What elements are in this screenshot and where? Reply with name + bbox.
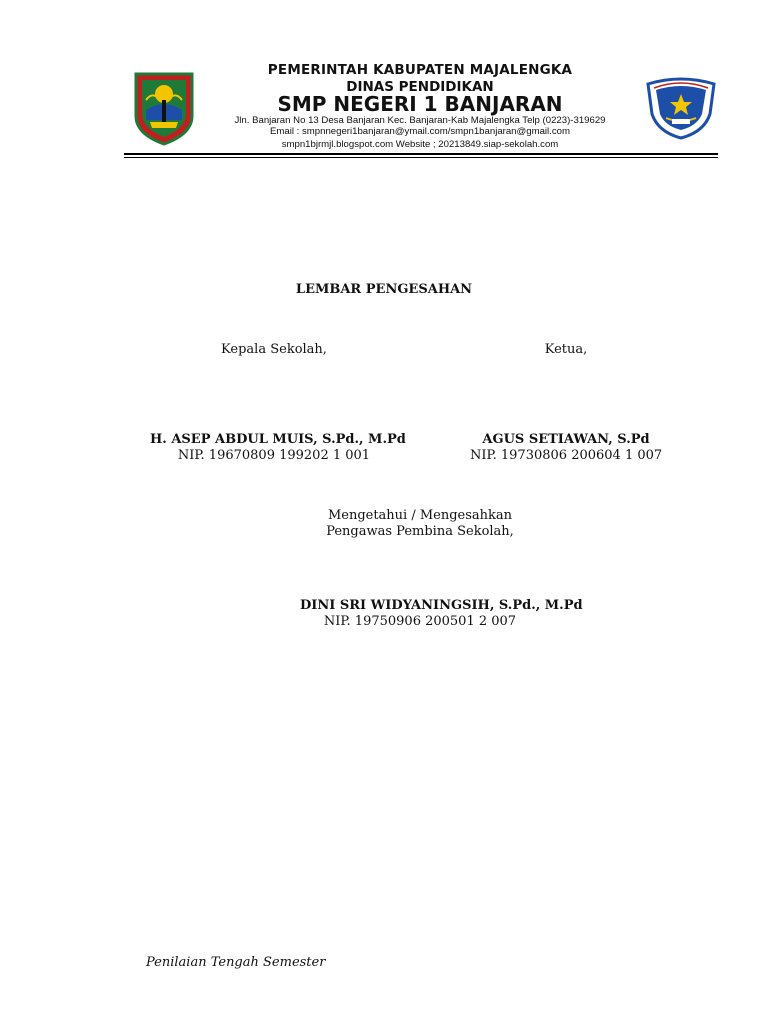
header-website: smpn1bjrmjl.blogspot.com Website ; 20213849.siap-sekolah.com — [281, 139, 559, 150]
left-signatory-nip: NIP. 19670809 199202 1 001 — [177, 448, 371, 463]
left-signatory-role: Kepala Sekolah, — [221, 342, 327, 357]
header-email: Email : smpnnegeri1banjaran@ymail.com/smpn1banjaran@gmail.com — [270, 126, 570, 137]
right-signatory-nip: NIP. 19730806 200604 1 007 — [470, 448, 663, 463]
page-footer: Penilaian Tengah Semester — [146, 955, 326, 970]
header-address: Jln. Banjaran No 13 Desa Banjaran Kec. Banjaran-Kab Majalengka Telp (0223)-319629 — [234, 115, 606, 126]
supervisor-name: DINI SRI WIDYANINGSIH, S.Pd., M.Pd — [300, 598, 583, 613]
left-signatory-name: H. ASEP ABDUL MUIS, S.Pd., M.Pd — [150, 432, 406, 447]
header-divider-thin — [124, 157, 718, 158]
document-title: LEMBAR PENGESAHAN — [295, 282, 473, 297]
school-emblem-icon — [644, 74, 718, 140]
header-department: DINAS PENDIDIKAN — [346, 79, 494, 95]
header-divider-thick — [124, 153, 718, 155]
right-signatory-name: AGUS SETIAWAN, S.Pd — [482, 432, 650, 447]
header-school-name: SMP NEGERI 1 BANJARAN — [277, 92, 563, 116]
header-government: PEMERINTAH KABUPATEN MAJALENGKA — [267, 62, 573, 78]
right-signatory-role: Ketua, — [544, 342, 588, 357]
approval-line-2: Pengawas Pembina Sekolah, — [326, 524, 514, 539]
approval-line-1: Mengetahui / Mengesahkan — [327, 508, 513, 523]
majalengka-emblem-icon — [132, 70, 196, 146]
supervisor-nip: NIP. 19750906 200501 2 007 — [323, 614, 517, 629]
